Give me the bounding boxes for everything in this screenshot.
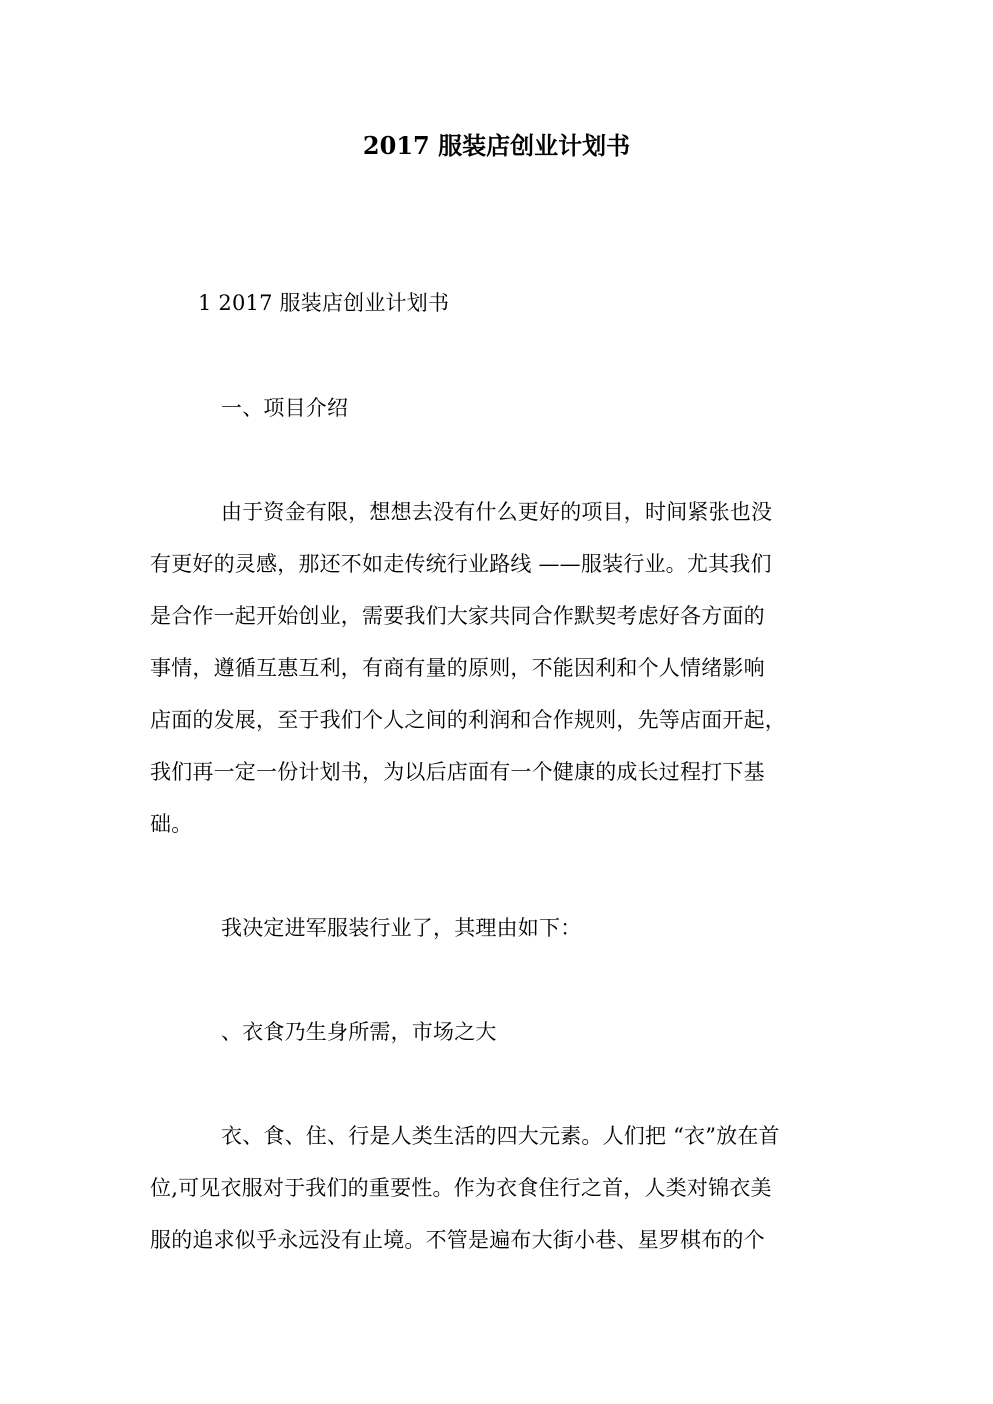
paragraph-line: 我们再一定一份计划书，为以后店面有一个健康的成长过程打下基	[150, 760, 765, 784]
document-subtitle: 1 2017 服装店创业计划书	[198, 291, 450, 315]
paragraph-line: 店面的发展，至于我们个人之间的利润和合作规则，先等店面开起，	[150, 708, 786, 732]
paragraph-line: 衣、食、住、行是人类生活的四大元素。人们把 “衣”放在首	[221, 1124, 780, 1148]
section-heading-project-intro: 一、项目介绍	[221, 396, 349, 420]
paragraph-line: 由于资金有限，想想去没有什么更好的项目，时间紧张也没	[221, 500, 773, 524]
paragraph-line: 是合作一起开始创业，需要我们大家共同合作默契考虑好各方面的	[150, 604, 765, 628]
paragraph-line: 服的追求似乎永远没有止境。不管是遍布大街小巷、星罗棋布的个	[150, 1228, 765, 1252]
document-title: 2017 服装店创业计划书	[362, 131, 631, 160]
paragraph-line: 位,可见衣服对于我们的重要性。作为衣食住行之首，人类对锦衣美	[150, 1176, 772, 1200]
paragraph-line: 事情，遵循互惠互利，有商有量的原则，不能因利和个人情绪影响	[150, 656, 765, 680]
paragraph-line: 有更好的灵感，那还不如走传统行业路线 ——服装行业。尤其我们	[150, 552, 772, 576]
paragraph-line: 础。	[150, 812, 193, 836]
reason-heading: 、衣食乃生身所需，市场之大	[221, 1020, 497, 1044]
paragraph-reasons-intro: 我决定进军服装行业了，其理由如下：	[221, 916, 582, 940]
